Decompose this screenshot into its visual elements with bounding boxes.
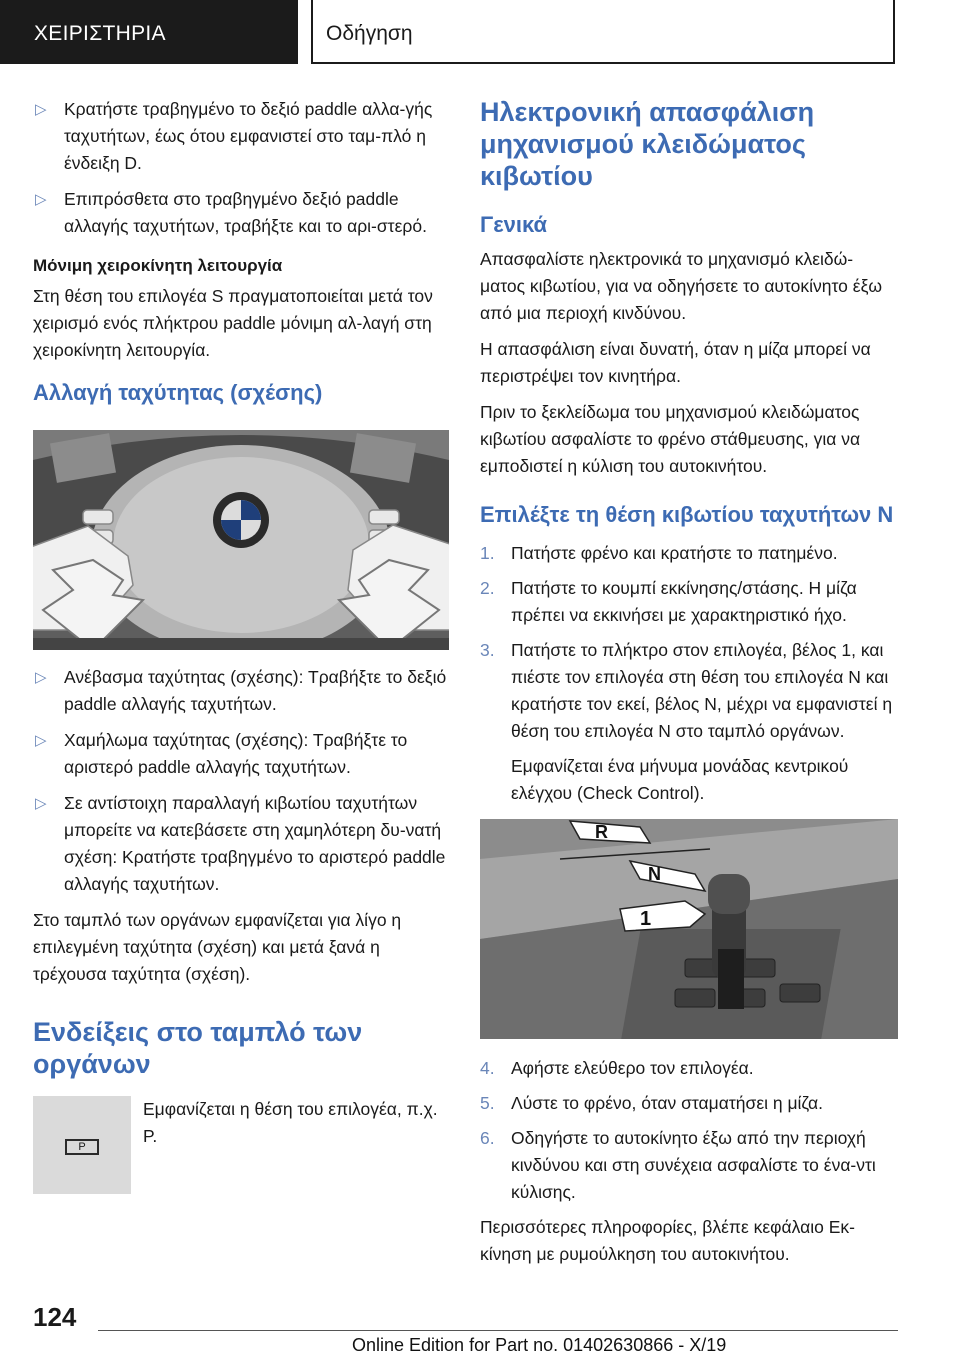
steering-wheel-figure	[33, 430, 449, 650]
gear-selector-figure	[480, 819, 898, 1039]
bullet-item: ▷ Ανέβασμα ταχύτητας (σχέσης): Τραβήξτε το δεξιό paddle αλλαγής ταχυτήτων.	[33, 664, 449, 718]
step-item: 2. Πατήστε το κουμπί εκκίνησης/στάσης. Η μίζα πρέπει να εκκινήσει με χαρακτηριστικό ήχο.	[480, 575, 898, 629]
right-column	[480, 96, 898, 1277]
general-paragraph: Απασφαλίστε ηλεκτρονικά το μηχανισμό κλειδώ-ματος κιβωτίου, για να οδηγήσετε το αυτοκίνητο έξω από μια περιοχή κινδύνου.	[480, 249, 883, 323]
general-paragraph: Πριν το ξεκλείδωμα του μηχανισμού κλειδώματος κιβωτίου ασφαλίστε το φρένο στάθμευσης, για να εμποδιστεί η κύλιση του αυτοκινήτου.	[480, 402, 861, 476]
general-paragraph: Η απασφάλιση είναι δυνατή, όταν η μίζα μπορεί να περιστρέψει τον κινητήρα.	[480, 339, 871, 386]
display-row	[33, 1096, 449, 1194]
step-item: 3. Πατήστε το πλήκτρο στον επιλογέα, βέλος 1, και πιέστε τον επιλογέα στη θέση του επιλογέα N και κρατήστε τον εκεί, βέλος N, μέχρι να εμφανιστεί η θέση του επιλογέα N στο ταμπλό οργάνων.	[480, 637, 898, 745]
display-heading: Ενδείξεις στο ταμπλό των οργάνων	[33, 1017, 363, 1079]
bullet-item: ▷ Σε αντίστοιχη παραλλαγή κιβωτίου ταχυτήτων μπορείτε να κατεβάσετε στη χαμηλότερη δυ-νατή σχέση: Κρατήστε τραβηγμένο το αριστερό paddle αλλαγής ταχυτήτων.	[33, 790, 449, 898]
step-item: 1. Πατήστε φρένο και κρατήστε το πατημένο.	[480, 540, 898, 567]
chapter-tab: ΧΕΙΡΙΣΤΗΡΙΑ	[0, 0, 298, 64]
step-item: 5. Λύστε το φρένο, όταν σταματήσει η μίζα.	[480, 1090, 898, 1117]
selector-position-symbol: P	[65, 1139, 99, 1155]
gear-change-text: Στο ταμπλό των οργάνων εμφανίζεται για λίγο η επιλεγμένη ταχύτητα (σχέση) και μετά ξανά η τρέχουσα ταχύτητα (σχέση).	[33, 910, 402, 984]
permanent-manual-text: Στη θέση του επιλογέα S πραγματοποιείται μετά τον χειρισμό ενός πλήκτρου paddle μόνιμη αλ-λαγή στη χειροκίνητη λειτουργία.	[33, 286, 433, 360]
section-tab: Οδήγηση	[311, 0, 895, 64]
main-heading: Ηλεκτρονική απασφάλιση μηχανισμού κλειδώματος κιβωτίου	[480, 97, 815, 191]
page-header	[0, 0, 960, 66]
left-column	[33, 96, 449, 1194]
permanent-manual-heading: Μόνιμη χειροκίνητη λειτουργία	[33, 256, 283, 275]
step-item: 6. Οδηγήστε το αυτοκίνητο έξω από την περιοχή κινδύνου και στη συνέχεια ασφαλίστε το ένα-ντι κύλισης.	[480, 1125, 898, 1206]
display-text: Εμφανίζεται η θέση του επιλογέα, π.χ. P.	[143, 1099, 438, 1146]
page-number: 124	[33, 1302, 77, 1332]
arrow-label-r: R	[595, 822, 608, 842]
step-number: 3.	[480, 640, 495, 660]
bullet-triangle-icon: ▷	[35, 795, 47, 812]
step-item: 4. Αφήστε ελεύθερο τον επιλογέα.	[480, 1055, 898, 1082]
bullet-item: ▷ Κρατήστε τραβηγμένο το δεξιό paddle αλλα-γής ταχυτήτων, έως ότου εμφανιστεί στο ταμ-πλό η ένδειξη D.	[33, 96, 449, 177]
footer-divider	[98, 1330, 898, 1331]
select-n-heading: Επιλέξτε τη θέση κιβωτίου ταχυτήτων N	[480, 502, 894, 527]
step-number: 5.	[480, 1093, 495, 1113]
step-number: 6.	[480, 1128, 495, 1148]
arrow-label-one: 1	[640, 908, 652, 930]
step-number: 2.	[480, 578, 495, 598]
bullet-triangle-icon: ▷	[35, 732, 47, 749]
step-number: 4.	[480, 1058, 495, 1078]
gear-change-heading: Αλλαγή ταχύτητας (σχέσης)	[33, 380, 323, 405]
step-continuation: Εμφανίζεται ένα μήνυμα μονάδας κεντρικού ελέγχου (Check Control).	[511, 756, 849, 803]
bullet-triangle-icon: ▷	[35, 101, 47, 118]
bullet-triangle-icon: ▷	[35, 191, 47, 208]
selector-display-icon	[33, 1096, 131, 1194]
arrow-label-n: N	[648, 864, 661, 884]
bullet-triangle-icon: ▷	[35, 669, 47, 686]
bullet-item: ▷ Χαμήλωμα ταχύτητας (σχέσης): Τραβήξτε το αριστερό paddle αλλαγής ταχυτήτων.	[33, 727, 449, 781]
final-reference-text: Περισσότερες πληροφορίες, βλέπε κεφάλαιο Εκ-κίνηση με ρυμούλκηση του αυτοκινήτου.	[480, 1217, 855, 1264]
general-heading: Γενικά	[480, 212, 548, 237]
bullet-item: ▷ Επιπρόσθετα στο τραβηγμένο δεξιό paddle αλλαγής ταχυτήτων, τραβήξτε και το αρι-στερό.	[33, 186, 449, 240]
step-number: 1.	[480, 543, 495, 563]
footer-edition: Online Edition for Part no. 01402630866 - X/19	[352, 1335, 727, 1355]
